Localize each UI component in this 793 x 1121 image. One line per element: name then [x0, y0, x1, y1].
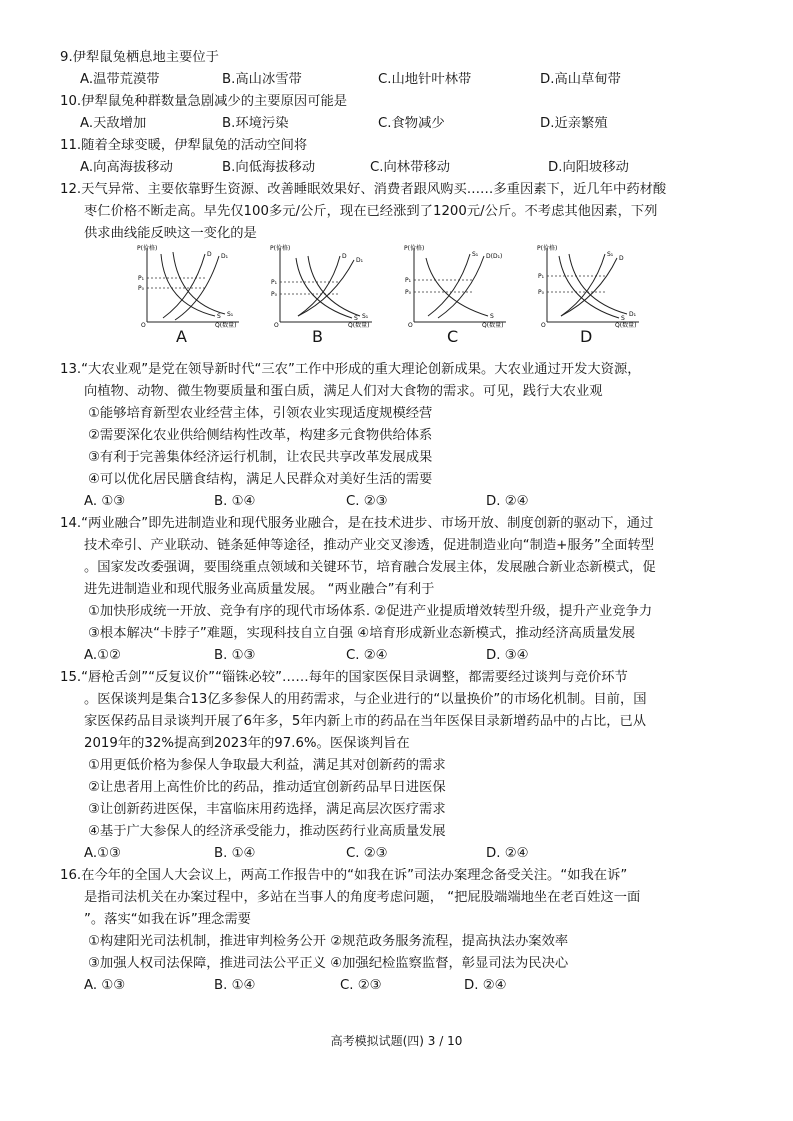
q15-line-1: 15.“唇枪舌剑”“反复议价”“锱铢必较”……每年的国家医保目录调整，都需要经过谈判与竞价环节: [60, 670, 628, 685]
q14-items-row-2: ③根本解决“卡脖子”难题，实现科技自立自强 ④培育形成新业态新模式，推动经济高质量发展: [88, 626, 636, 641]
q9-option-b: B.高山冰雪带: [222, 72, 302, 87]
x-axis-label: Q(数量): [482, 322, 504, 328]
q15-option-a: A.①③: [84, 846, 121, 861]
q15-option-d: D. ②④: [486, 846, 529, 861]
q10-stem: 10.伊犁鼠兔种群数量急剧减少的主要原因可能是: [60, 94, 348, 109]
q13-option-a: A. ①③: [84, 494, 126, 509]
price-label: P₁: [271, 279, 278, 286]
graph-a-label: A: [176, 327, 187, 346]
q11-option-d: D.向阳坡移动: [548, 160, 629, 175]
q13-option-d: D. ②④: [486, 494, 529, 509]
q13-option-b: B. ①④: [214, 494, 256, 509]
x-axis-label: Q(数量): [348, 322, 370, 328]
y-axis-label: P(价格): [137, 245, 158, 252]
curve-label: D: [207, 251, 212, 258]
y-axis-label: P(价格): [537, 245, 558, 252]
q11-option-b: B.向低海拔移动: [222, 160, 316, 175]
q9-stem: 9.伊犁鼠兔栖息地主要位于: [60, 50, 219, 65]
q9-option-c: C.山地针叶林带: [378, 72, 472, 87]
price-label: P₀: [538, 289, 545, 296]
q14-option-b: B. ①③: [214, 648, 256, 663]
q15-item-2: ②让患者用上高性价比的药品，推动适宜创新药品早日进医保: [88, 780, 446, 795]
graph-d-label: D: [580, 327, 593, 346]
curve-label: S₁: [472, 251, 479, 258]
graph-canvas: [402, 244, 512, 328]
curve: [426, 258, 488, 316]
curve: [428, 254, 470, 316]
q16-option-b: B. ①④: [214, 978, 256, 993]
q10-option-c: C.食物减少: [378, 116, 445, 131]
curve-label: D: [619, 255, 624, 262]
q14-option-c: C. ②④: [346, 648, 388, 663]
curve-label: S: [354, 315, 358, 322]
origin-label: O: [141, 322, 146, 328]
q14-option-d: D. ③④: [486, 648, 529, 663]
graph-canvas: [135, 244, 245, 328]
q14-items-row-1: ①加快形成统一开放、竞争有序的现代市场体系. ②促进产业提质增效转型升级，提升产业竞争力: [88, 604, 653, 619]
curve-label: D(D₁): [486, 253, 503, 260]
x-axis-label: Q(数量): [615, 322, 637, 328]
q13-item-3: ③有利于完善集体经济运行机制，让农民共享改革发展成果: [88, 450, 433, 465]
origin-label: O: [408, 322, 413, 328]
price-label: P₁: [138, 275, 145, 282]
q16-line-1: 16.在今年的全国人大会议上，两高工作报告中的“如我在诉”司法办案理念备受关注。“如我在诉”: [60, 868, 628, 883]
curve-label: S₁: [362, 313, 369, 320]
q10-option-d: D.近亲繁殖: [540, 116, 608, 131]
q16-items-row-1: ①构建阳光司法机制，推进审判检务公开 ②规范政务服务流程，提高执法办案效率: [88, 934, 569, 949]
q16-option-c: C. ②③: [340, 978, 382, 993]
page-footer: 高考模拟试题(四) 3 / 10: [330, 1034, 463, 1048]
price-label: P₀: [405, 289, 412, 296]
q15-item-3: ③让创新药进医保，丰富临床用药选择，满足高层次医疗需求: [88, 802, 446, 817]
q16-line-3: ”。落实“如我在诉”理念需要: [84, 912, 251, 927]
origin-label: O: [541, 322, 546, 328]
curve: [438, 256, 484, 318]
q12-line-1: 12.天气异常、主要依靠野生资源、改善睡眠效果好、消费者跟风购买……多重因素下，近几年中药材酸: [60, 182, 667, 197]
q9-option-d: D.高山草甸带: [540, 72, 621, 87]
q14-line-1: 14.“两业融合”即先进制造业和现代服务业融合，是在技术进步、市场开放、制度创新的驱动下，通过: [60, 516, 654, 531]
q15-line-3: 家医保药品目录谈判开展了6年多，5年内新上市的药品在当年医保目录新增药品中的占比，已从: [84, 714, 647, 729]
curve-label: D₁: [629, 311, 637, 318]
curve: [569, 254, 627, 314]
curve-label: S₁: [607, 251, 614, 258]
curve-label: S: [490, 313, 494, 320]
q13-line-1: 13.“大农业观”是党在领导新时代“三农”工作中形成的重大理论创新成果。大农业通过开发大资源，: [60, 362, 641, 377]
graph-b-label: B: [312, 327, 323, 346]
price-label: P₀: [138, 285, 145, 292]
q11-option-a: A.向高海拔移动: [80, 160, 173, 175]
q13-item-4: ④可以优化居民膳食结构，满足人民群众对美好生活的需要: [88, 472, 433, 487]
price-label: P₀: [271, 291, 278, 298]
graph-canvas: [268, 244, 378, 328]
q9-option-a: A.温带荒漠带: [80, 72, 160, 87]
price-label: P₁: [405, 277, 412, 284]
curve-label: D₁: [356, 257, 364, 264]
x-axis-label: Q(数量): [215, 322, 237, 328]
q13-option-c: C. ②③: [346, 494, 388, 509]
q15-line-2: 。医保谈判是集合13亿多参保人的用药需求，与企业进行的“以量换价”的市场化机制。目前，国: [84, 692, 647, 707]
q12-line-2: 枣仁价格不断走高。早先仅100多元/公斤，现在已经涨到了1200元/公斤。不考虑其他因素，下列: [84, 204, 658, 219]
curve-label: D: [342, 253, 347, 260]
q16-line-2: 是指司法机关在办案过程中，多站在当事人的角度考虑问题， “把屁股端端地坐在老百姓这一面: [84, 890, 641, 905]
curve-label: S: [621, 315, 625, 322]
supply-demand-graph-a: [135, 244, 245, 344]
price-label: P₁: [538, 273, 545, 280]
q15-option-c: C. ②③: [346, 846, 388, 861]
q14-line-3: 。国家发改委强调，要围绕重点领域和关键环节，培育融合发展主体，发展融合新业态新模式，促: [84, 560, 656, 575]
origin-label: O: [274, 322, 279, 328]
q14-option-a: A.①②: [84, 648, 121, 663]
q10-option-b: B.环境污染: [222, 116, 289, 131]
q14-line-4: 进先进制造业和现代服务业高质量发展。 “两业融合”有利于: [84, 582, 435, 597]
curve-label: S₁: [227, 311, 234, 318]
graph-canvas: [535, 244, 645, 328]
q15-item-4: ④基于广大参保人的经济承受能力，推动医药行业高质量发展: [88, 824, 446, 839]
q15-item-1: ①用更低价格为参保人争取最大利益，满足其对创新药的需求: [88, 758, 446, 773]
curve: [559, 256, 619, 318]
q12-line-3: 供求曲线能反映这一变化的是: [84, 226, 257, 241]
curve-label: D₁: [221, 253, 229, 260]
y-axis-label: P(价格): [404, 245, 425, 252]
curve-label: S: [217, 313, 221, 320]
q16-option-d: D. ②④: [464, 978, 507, 993]
y-axis-label: P(价格): [270, 245, 291, 252]
q11-option-c: C.向林带移动: [370, 160, 450, 175]
q11-stem: 11.随着全球变暖，伊犁鼠兔的活动空间将: [60, 138, 308, 153]
q16-items-row-2: ③加强人权司法保障，推进司法公平正义 ④加强纪检监察监督，彰显司法为民决心: [88, 956, 569, 971]
q15-line-4: 2019年的32%提高到2023年的97.6%。医保谈判旨在: [84, 736, 410, 751]
curve: [561, 254, 605, 316]
q13-item-1: ①能够培育新型农业经营主体，引领农业实现适度规模经营: [88, 406, 433, 421]
supply-demand-graph-b: [268, 244, 378, 344]
q16-option-a: A. ①③: [84, 978, 126, 993]
q14-line-2: 技术牵引、产业联动、链条延伸等途径，推动产业交叉渗透，促进制造业向“制造+服务”全面转型: [84, 538, 655, 553]
q15-option-b: B. ①④: [214, 846, 256, 861]
q13-item-2: ②需要深化农业供给侧结构性改革，构建多元食物供给体系: [88, 428, 433, 443]
q13-line-2: 向植物、动物、微生物要质量和蛋白质，满足人们对大食物的需求。可见，践行大农业观: [84, 384, 603, 399]
q10-option-a: A.天敌增加: [80, 116, 147, 131]
graph-c-label: C: [447, 327, 459, 346]
curve: [308, 256, 360, 316]
